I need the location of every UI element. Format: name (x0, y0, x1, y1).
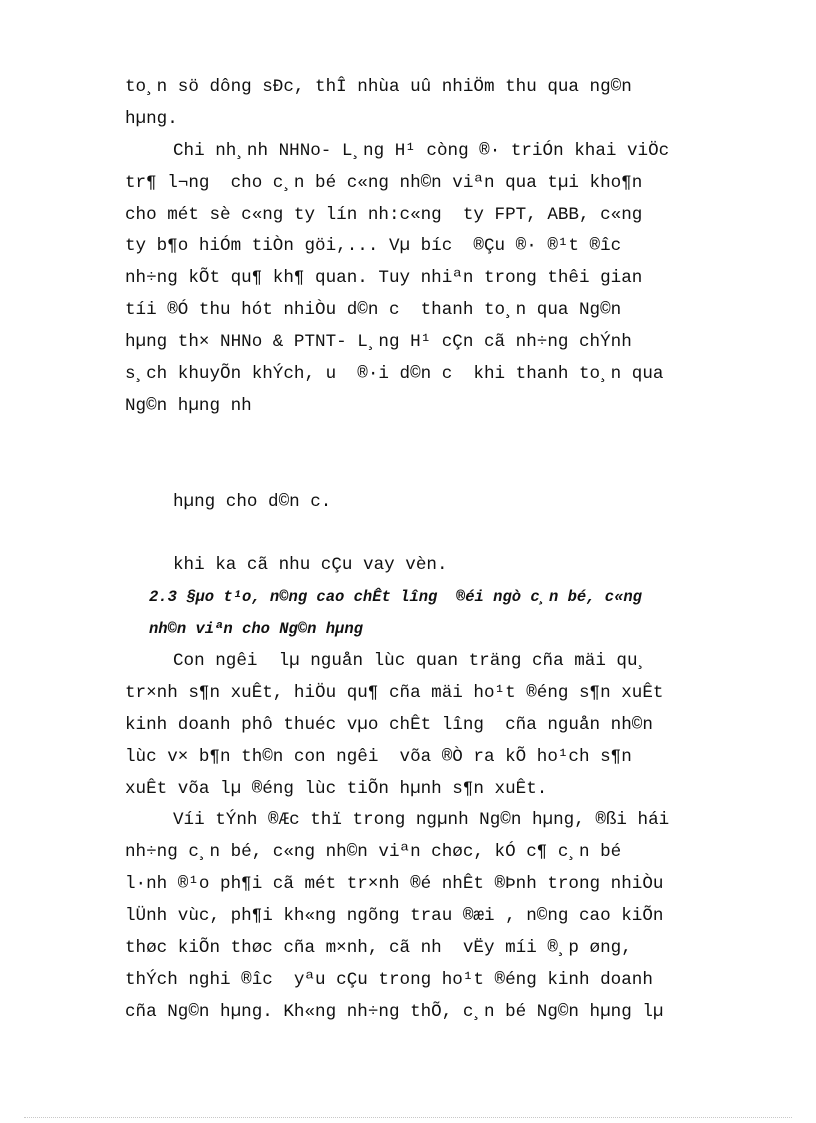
text-line: to¸n sö dông sÐc, thÎ nhùa uû nhiÖm thu qua ng©n (125, 77, 632, 97)
document-page (125, 72, 718, 1029)
text-line: cho mét sè c«ng ty lín nh:c«ng ty FPT, ABB, c«ng (125, 204, 643, 225)
text-line: nh÷ng kÕt qu¶ kh¶ quan. Tuy nhiªn trong thêi gian (125, 268, 643, 289)
text-line: cña Ng©n hµng. Kh«ng nh÷ng thÕ, c¸n bé Ng©n hµng lµ (125, 1001, 664, 1022)
text-line: thÝch nghi ®îc yªu cÇu trong ho¹t ®éng kinh doanh (125, 969, 653, 990)
section-heading: nh©n viªn cho Ng©n hµng (149, 620, 363, 639)
text-line: Víi tÝnh ®Æc thï trong ngµnh Ng©n hµng, ®ßi hái (173, 810, 670, 831)
bullet-text: hµng cho d©n c. (173, 491, 332, 512)
text-line: hµng. (125, 108, 178, 129)
text-line: Chi nh¸nh NHNo- L¸ng H¹ còng ®· triÓn khai viÖc (173, 140, 670, 161)
text-line: lùc v× b¶n th©n con ngêi võa ®Ò ra kÕ ho¹ch s¶n (125, 746, 632, 767)
text-line: xuÊt võa lµ ®éng lùc tiÕn hµnh s¶n xuÊt. (125, 778, 548, 799)
text-line: hµng th× NHNo & PTNT- L¸ng H¹ cÇn cã nh÷ng chÝnh (125, 332, 632, 353)
text-line: thøc kiÕn thøc cña m×nh, cã nh vËy míi ®¸p øng, (125, 938, 632, 959)
bullet-text: khi ka cã nhu cÇu vay vèn. (173, 555, 448, 576)
bullet-item (125, 518, 718, 550)
text-line: s¸ch khuyÕn khÝch, u ®·i d©n c khi thanh to¸n qua (125, 364, 664, 385)
page-bottom-divider (24, 1117, 792, 1118)
section-heading: 2.3 §µo t¹o, n©ng cao chÊt lîng ®éi ngò c¸n bé, c«ng (149, 588, 642, 607)
text-line: lÜnh vùc, ph¶i kh«ng ngõng trau ®æi , n©ng cao kiÕn (125, 906, 664, 927)
text-line: kinh doanh phô thuéc vµo chÊt lîng cña nguån nh©n (125, 714, 653, 735)
text-line: Ng©n hµng nh (125, 395, 252, 416)
bullet-item (125, 423, 718, 455)
text-line: ty b¶o hiÓm tiÒn göi,... Vµ bíc ®Çu ®· ®¹t ®îc (125, 236, 622, 257)
text-line: tíi ®Ó thu hót nhiÒu d©n c thanh to¸n qua Ng©n (125, 300, 622, 321)
text-line: nh÷ng c¸n bé, c«ng nh©n viªn chøc, kÓ c¶ c¸n bé (125, 842, 622, 863)
text-line: Con ngêi lµ nguån lùc quan träng cña mäi qu¸ (173, 651, 649, 672)
bullet-item (125, 455, 718, 487)
text-line: l·nh ®¹o ph¶i cã mét tr×nh ®é nhÊt ®Þnh trong nhiÒu (125, 874, 664, 895)
text-line: tr¶ l¬ng cho c¸n bé c«ng nh©n viªn qua tµi kho¶n (125, 172, 643, 193)
text-line: tr×nh s¶n xuÊt, hiÖu qu¶ cña mäi ho¹t ®éng s¶n xuÊt (125, 682, 664, 703)
